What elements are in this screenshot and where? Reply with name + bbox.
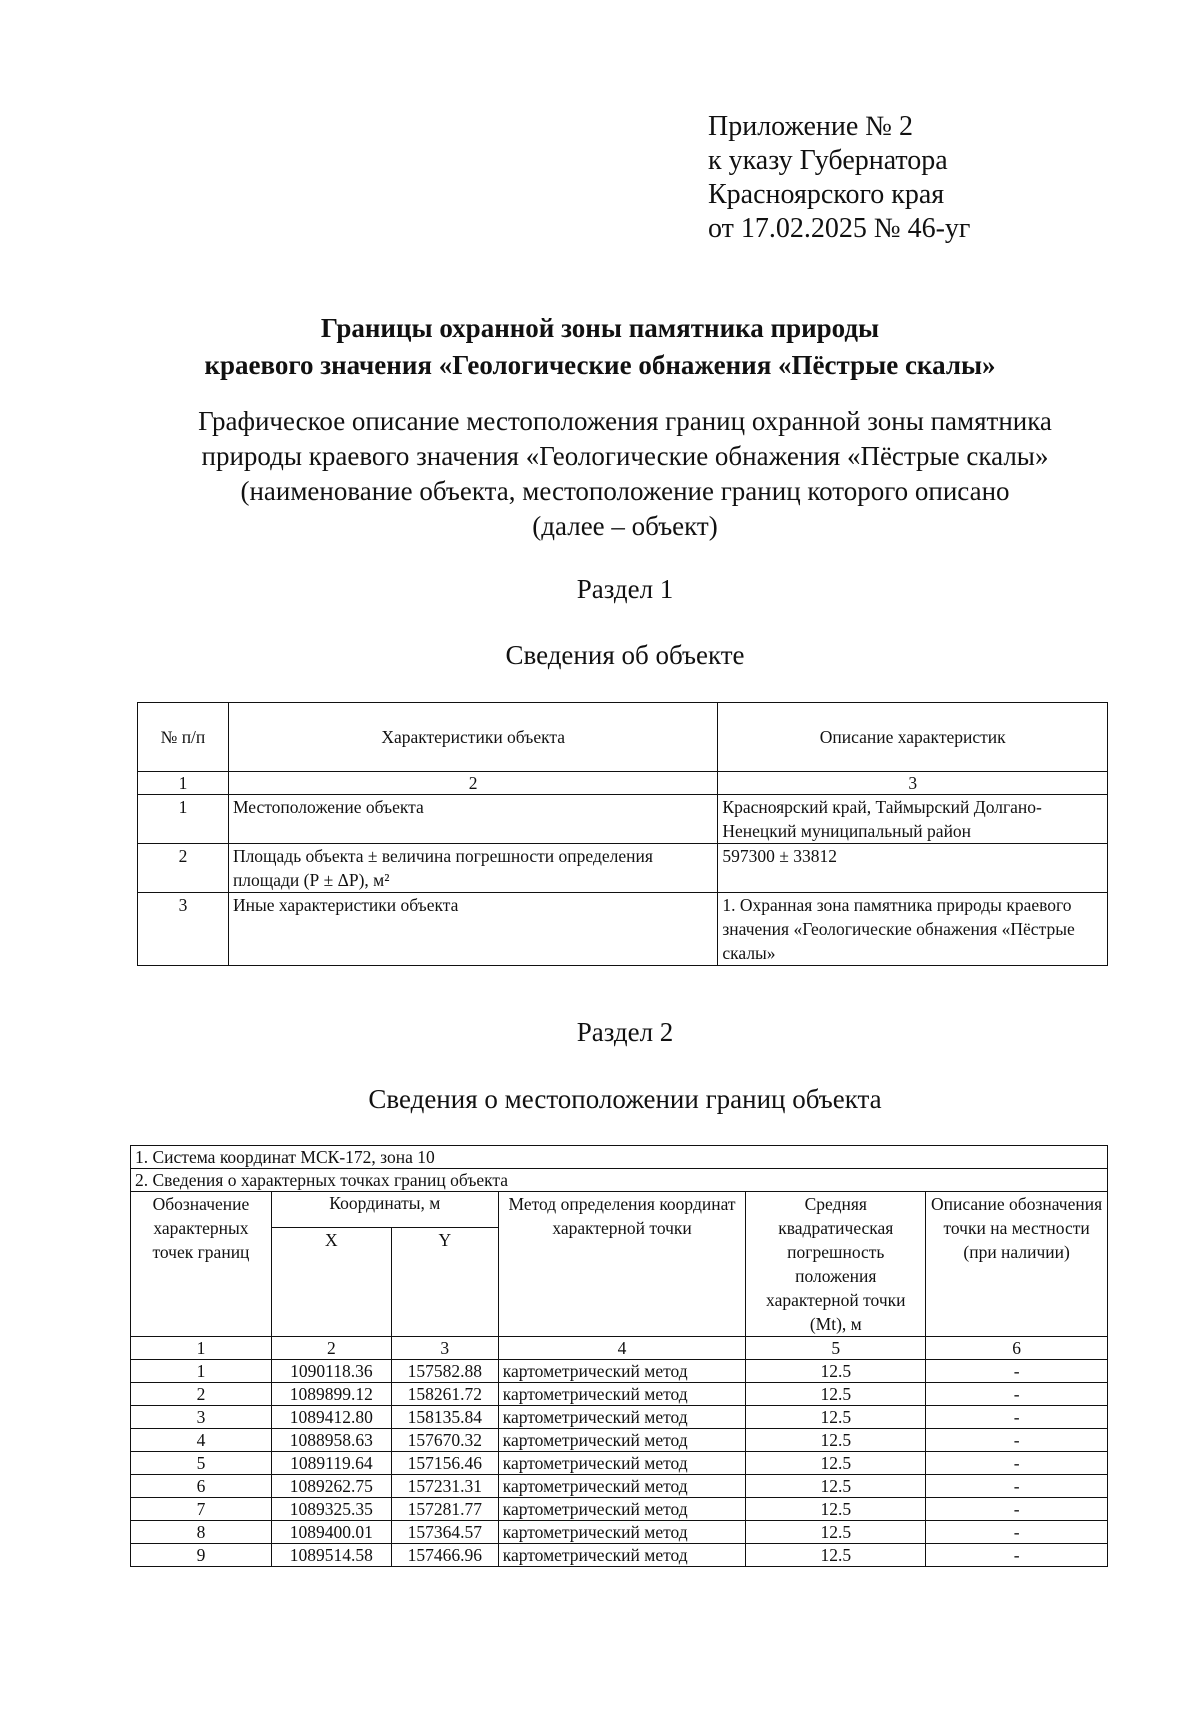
- error-cell: 12.5: [746, 1475, 926, 1498]
- point-number: 4: [131, 1429, 272, 1452]
- row-name: Площадь объекта ± величина погрешности определения площади (Р ± ΔР), м²: [228, 844, 717, 893]
- section2-caption: Сведения о местоположении границ объекта: [368, 1084, 882, 1114]
- column-number-row: [131, 1337, 1108, 1360]
- method-cell: картометрический метод: [498, 1429, 746, 1452]
- table-row: [138, 893, 1108, 966]
- coordinate-x: 1090118.36: [271, 1360, 391, 1383]
- error-cell: 12.5: [746, 1383, 926, 1406]
- title-line: краевого значения «Геологические обнажения «Пёстрые скалы»: [204, 350, 996, 380]
- coordinate-x: 1089262.75: [271, 1475, 391, 1498]
- coordinate-system: 1. Система координат МСК-172, зона 10: [131, 1146, 1108, 1169]
- header-description: Описание обозначения точки на местности (при наличии): [926, 1192, 1108, 1337]
- points-title-row: [131, 1169, 1108, 1192]
- coordinate-x: 1089412.80: [271, 1406, 391, 1429]
- column-number: 2: [271, 1337, 391, 1360]
- method-cell: картометрический метод: [498, 1475, 746, 1498]
- header-method: Метод определения координат характерной точки: [498, 1192, 746, 1337]
- description-cell: -: [926, 1452, 1108, 1475]
- appendix-line: от 17.02.2025 № 46-уг: [708, 213, 971, 244]
- table-row: [131, 1429, 1108, 1452]
- coordinate-x: 1089899.12: [271, 1383, 391, 1406]
- coordinate-y: 157670.32: [391, 1429, 498, 1452]
- table-row: [131, 1452, 1108, 1475]
- header-cell: № п/п: [138, 703, 229, 772]
- row-number: 1: [138, 795, 229, 844]
- point-number: 9: [131, 1544, 272, 1567]
- table-row: [131, 1360, 1108, 1383]
- row-value: Красноярский край, Таймырский Долгано-Ненецкий муниципальный район: [718, 795, 1108, 844]
- row-name: Местоположение объекта: [228, 795, 717, 844]
- coordinate-x: 1089514.58: [271, 1544, 391, 1567]
- points-title: 2. Сведения о характерных точках границ объекта: [131, 1169, 1108, 1192]
- coordinate-y: 158261.72: [391, 1383, 498, 1406]
- description-cell: -: [926, 1383, 1108, 1406]
- coordinate-y: 157364.57: [391, 1521, 498, 1544]
- error-cell: 12.5: [746, 1544, 926, 1567]
- description-cell: -: [926, 1498, 1108, 1521]
- method-cell: картометрический метод: [498, 1498, 746, 1521]
- method-cell: картометрический метод: [498, 1452, 746, 1475]
- row-value: 597300 ± 33812: [718, 844, 1108, 893]
- error-cell: 12.5: [746, 1406, 926, 1429]
- coordinate-x: 1089400.01: [271, 1521, 391, 1544]
- points-body: [131, 1360, 1108, 1567]
- column-number: 1: [131, 1337, 272, 1360]
- method-cell: картометрический метод: [498, 1406, 746, 1429]
- method-cell: картометрический метод: [498, 1360, 746, 1383]
- table-row: [131, 1498, 1108, 1521]
- section1-caption: Сведения об объекте: [505, 640, 745, 670]
- coordinate-y: 157281.77: [391, 1498, 498, 1521]
- coordinate-system-row: [131, 1146, 1108, 1169]
- table-row: [131, 1475, 1108, 1498]
- error-cell: 12.5: [746, 1521, 926, 1544]
- title-line: Границы охранной зоны памятника природы: [320, 313, 880, 343]
- column-number: 2: [228, 772, 717, 795]
- method-cell: картометрический метод: [498, 1383, 746, 1406]
- subtitle-line: (далее – объект): [532, 511, 718, 541]
- column-number: 1: [138, 772, 229, 795]
- subtitle-line: (наименование объекта, местоположение границ которого описано: [240, 476, 1010, 506]
- row-number: 2: [138, 844, 229, 893]
- error-cell: 12.5: [746, 1452, 926, 1475]
- description-cell: -: [926, 1360, 1108, 1383]
- coordinate-x: 1088958.63: [271, 1429, 391, 1452]
- error-cell: 12.5: [746, 1429, 926, 1452]
- point-number: 7: [131, 1498, 272, 1521]
- table-row: [138, 795, 1108, 844]
- table-row: [138, 844, 1108, 893]
- coordinate-y: 157466.96: [391, 1544, 498, 1567]
- description-cell: -: [926, 1521, 1108, 1544]
- table-header-row: [131, 1192, 1108, 1228]
- header-cell: Характеристики объекта: [228, 703, 717, 772]
- section1-heading: Раздел 1: [576, 574, 674, 604]
- document-title: [0, 310, 1200, 384]
- row-number: 3: [138, 893, 229, 966]
- column-number: 6: [926, 1337, 1108, 1360]
- table-row: [131, 1521, 1108, 1544]
- column-number: 3: [718, 772, 1108, 795]
- coordinate-x: 1089119.64: [271, 1452, 391, 1475]
- header-cell: Описание характеристик: [718, 703, 1108, 772]
- header-designation: Обозначение характерных точек границ: [131, 1192, 272, 1337]
- table-row: [131, 1383, 1108, 1406]
- appendix-line: Красноярского края: [708, 179, 945, 210]
- coordinate-y: 157231.31: [391, 1475, 498, 1498]
- error-cell: 12.5: [746, 1498, 926, 1521]
- method-cell: картометрический метод: [498, 1521, 746, 1544]
- object-info-table: [137, 702, 1108, 966]
- coordinate-y: 158135.84: [391, 1406, 498, 1429]
- row-value: 1. Охранная зона памятника природы краевого значения «Геологические обнажения «Пёстрые скалы»: [718, 893, 1108, 966]
- header-error: Средняя квадратическая погрешность положения характерной точки (Mt), м: [746, 1192, 926, 1337]
- point-number: 8: [131, 1521, 272, 1544]
- section2-heading: Раздел 2: [576, 1017, 674, 1047]
- boundary-points-table: [130, 1145, 1108, 1567]
- appendix-line: к указу Губернатора: [708, 145, 948, 176]
- coordinate-x: 1089325.35: [271, 1498, 391, 1521]
- description-cell: -: [926, 1429, 1108, 1452]
- document-subtitle: [0, 404, 1200, 544]
- point-number: 5: [131, 1452, 272, 1475]
- appendix-block: [708, 110, 970, 246]
- appendix-line: Приложение № 2: [708, 111, 913, 142]
- coordinate-y: 157156.46: [391, 1452, 498, 1475]
- column-number: 5: [746, 1337, 926, 1360]
- column-number-row: [138, 772, 1108, 795]
- column-number: 4: [498, 1337, 746, 1360]
- subtitle-line: Графическое описание местоположения границ охранной зоны памятника: [198, 406, 1052, 436]
- table-header-row: [138, 703, 1108, 772]
- row-name: Иные характеристики объекта: [228, 893, 717, 966]
- point-number: 2: [131, 1383, 272, 1406]
- header-x: X: [271, 1228, 391, 1337]
- error-cell: 12.5: [746, 1360, 926, 1383]
- coordinate-y: 157582.88: [391, 1360, 498, 1383]
- header-coordinates: Координаты, м: [271, 1192, 498, 1228]
- table-row: [131, 1406, 1108, 1429]
- description-cell: -: [926, 1406, 1108, 1429]
- point-number: 1: [131, 1360, 272, 1383]
- column-number: 3: [391, 1337, 498, 1360]
- header-y: Y: [391, 1228, 498, 1337]
- point-number: 3: [131, 1406, 272, 1429]
- point-number: 6: [131, 1475, 272, 1498]
- table-row: [131, 1544, 1108, 1567]
- description-cell: -: [926, 1475, 1108, 1498]
- method-cell: картометрический метод: [498, 1544, 746, 1567]
- subtitle-line: природы краевого значения «Геологические обнажения «Пёстрые скалы»: [201, 441, 1049, 471]
- description-cell: -: [926, 1544, 1108, 1567]
